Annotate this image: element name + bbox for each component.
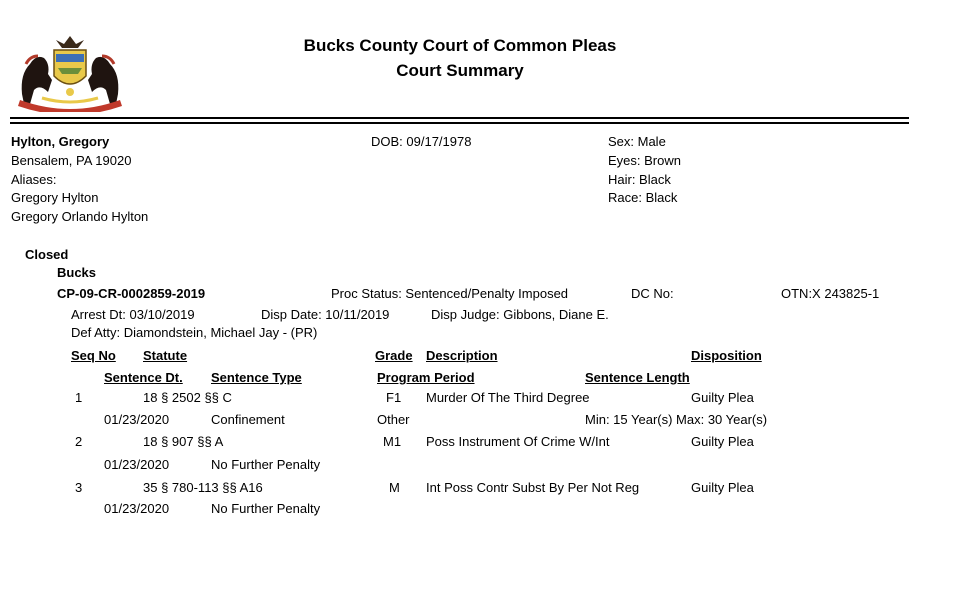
charge-description: Murder Of The Third Degree [426, 390, 590, 405]
charge-grade: M1 [383, 434, 402, 449]
defendant-race: Race: Black [608, 190, 678, 205]
header-divider-bottom [10, 122, 909, 124]
disposition-judge: Disp Judge: Gibbons, Diane E. [431, 307, 609, 322]
col-header-statute: Statute [143, 348, 188, 363]
defendant-dob: DOB: 09/17/1978 [371, 134, 472, 149]
sentence-date: 01/23/2020 [104, 412, 170, 427]
defendant-eyes: Eyes: Brown [608, 153, 681, 168]
charge-statute: 18 § 2502 §§ C [143, 390, 232, 405]
dc-number: DC No: [631, 286, 674, 301]
charge-description: Int Poss Contr Subst By Per Not Reg [426, 480, 640, 495]
defendant-address: Bensalem, PA 19020 [11, 153, 132, 168]
charge-grade: M [389, 480, 400, 495]
defendant-hair: Hair: Black [608, 172, 671, 187]
county-heading: Bucks [57, 265, 97, 280]
col-header-disposition: Disposition [691, 348, 762, 363]
defendant-sex: Sex: Male [608, 134, 666, 149]
charge-statute: 35 § 780-113 §§ A16 [143, 480, 263, 495]
charge-statute: 18 § 907 §§ A [143, 434, 224, 449]
program-period: Other [377, 412, 410, 427]
charge-disposition: Guilty Plea [691, 390, 754, 405]
col-header-sentence-dt: Sentence Dt. [104, 370, 183, 385]
proc-status: Proc Status: Sentenced/Penalty Imposed [331, 286, 569, 301]
col-header-sentence-type: Sentence Type [211, 370, 302, 385]
defendant-name: Hylton, Gregory [11, 134, 110, 149]
pennsylvania-coat-of-arms-logo [12, 34, 128, 112]
otn-number: OTN:X 243825-1 [781, 286, 880, 301]
col-header-description: Description [426, 348, 498, 363]
sentence-date: 01/23/2020 [104, 501, 170, 516]
alias-item: Gregory Orlando Hylton [11, 209, 149, 224]
col-header-grade: Grade [375, 348, 413, 363]
sentence-type: No Further Penalty [211, 501, 321, 516]
arrest-date: Arrest Dt: 03/10/2019 [71, 307, 195, 322]
header-divider-top [10, 117, 909, 119]
charge-seq: 3 [75, 480, 83, 495]
report-title: Court Summary [396, 61, 524, 80]
charge-seq: 1 [75, 390, 83, 405]
col-header-seq-no: Seq No [71, 348, 116, 363]
charge-disposition: Guilty Plea [691, 480, 754, 495]
aliases-label: Aliases: [11, 172, 57, 187]
charge-grade: F1 [386, 390, 402, 405]
docket-number: CP-09-CR-0002859-2019 [57, 286, 206, 301]
alias-item: Gregory Hylton [11, 190, 99, 205]
col-header-sentence-length: Sentence Length [585, 370, 690, 385]
col-header-program-period: Program Period [377, 370, 475, 385]
charge-disposition: Guilty Plea [691, 434, 754, 449]
defense-attorney: Def Atty: Diamondstein, Michael Jay - (PR) [71, 325, 318, 340]
charge-seq: 2 [75, 434, 83, 449]
sentence-length: Min: 15 Year(s) Max: 30 Year(s) [585, 412, 768, 427]
sentence-type: No Further Penalty [211, 457, 321, 472]
sentence-type: Confinement [211, 412, 285, 427]
court-name: Bucks County Court of Common Pleas [303, 36, 617, 55]
charge-description: Poss Instrument Of Crime W/Int [426, 434, 610, 449]
case-status-heading: Closed [25, 247, 69, 262]
disposition-date: Disp Date: 10/11/2019 [261, 307, 390, 322]
sentence-date: 01/23/2020 [104, 457, 170, 472]
